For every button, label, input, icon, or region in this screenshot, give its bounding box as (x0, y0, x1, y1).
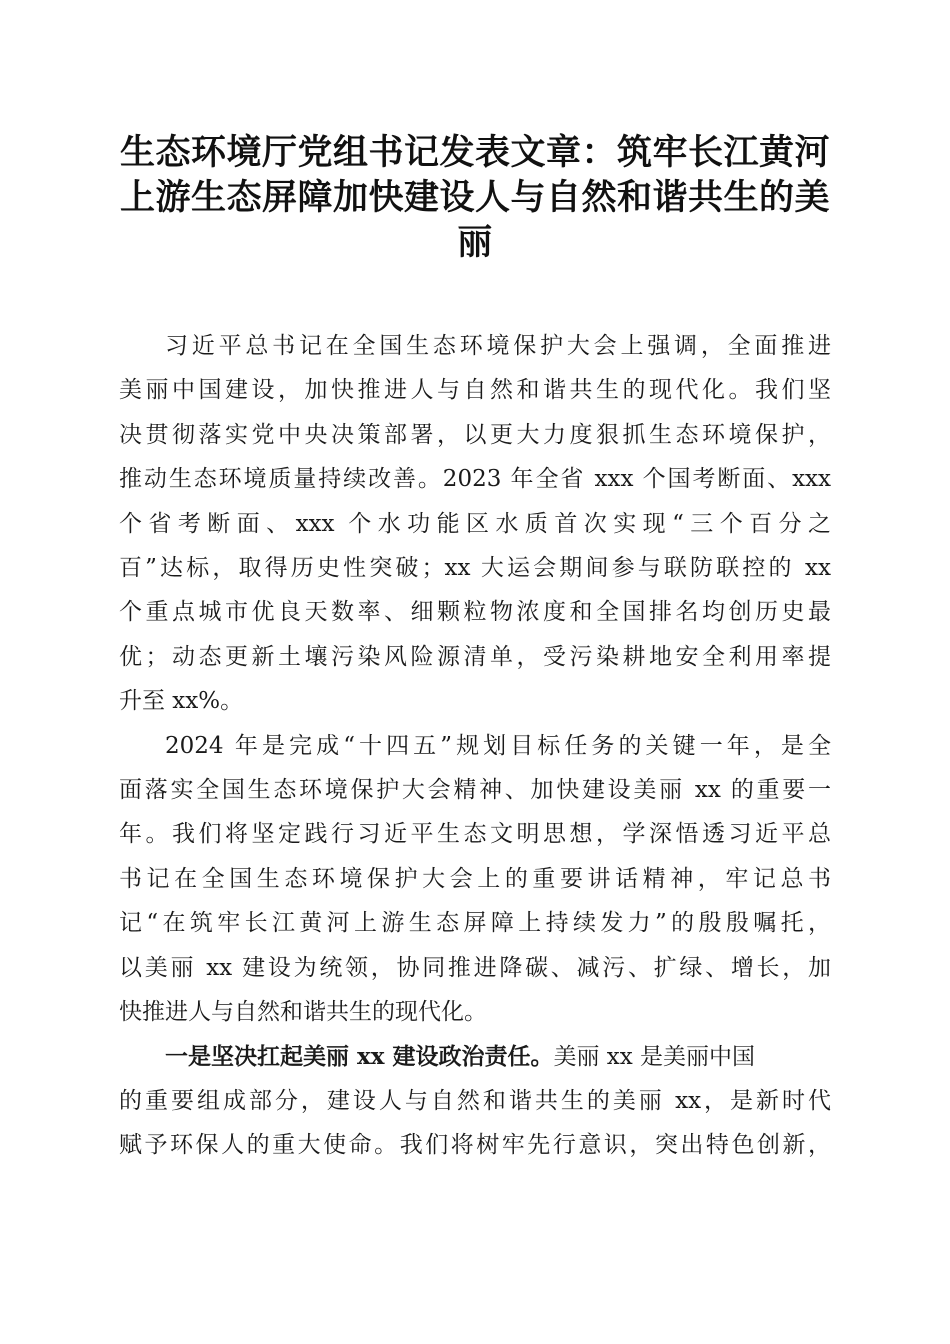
body-line: 2024 年是完成“十四五”规划目标任务的关键一年，是全 (165, 732, 831, 759)
body-line: 美丽中国建设，加快推进人与自然和谐共生的现代化。我们坚 (119, 377, 831, 404)
body-line: 赋予环保人的重大使命。我们将树牢先行意识，突出特色创新， (119, 1132, 831, 1159)
body-line (119, 1035, 831, 1079)
section-lead: 一是坚决扛起美丽 xx 建设政治责任。 (165, 1042, 554, 1070)
body-line: 快推进人与自然和谐共生的现代化。 (119, 999, 487, 1026)
section-text: 美丽 xx 是美丽中国 (553, 1043, 756, 1070)
article-body (119, 324, 831, 1168)
body-line: 推动生态环境质量持续改善。2023 年全省 xxx 个国考断面、xxx (119, 466, 831, 493)
body-line: 升至 xx%。 (119, 688, 244, 715)
body-line: 百”达标，取得历史性突破；xx 大运会期间参与联防联控的 xx (119, 555, 831, 582)
body-line: 记“在筑牢长江黄河上游生态屏障上持续发力”的殷殷嘱托， (119, 910, 831, 937)
body-line: 决贯彻落实党中央决策部署，以更大力度狠抓生态环境保护， (119, 421, 831, 448)
body-line: 书记在全国生态环境保护大会上的重要讲话精神，牢记总书 (119, 865, 831, 892)
body-line: 优；动态更新土壤污染风险源清单，受污染耕地安全利用率提 (119, 643, 831, 670)
article-title (110, 130, 840, 265)
paragraph-1 (119, 324, 831, 724)
paragraph-2 (119, 724, 831, 1035)
body-line: 以美丽 xx 建设为统领，协同推进降碳、减污、扩绿、增长，加 (119, 954, 831, 981)
body-line: 的重要组成部分，建设人与自然和谐共生的美丽 xx，是新时代 (119, 1087, 831, 1114)
body-line: 个省考断面、xxx 个水功能区水质首次实现“三个百分之 (119, 510, 831, 537)
body-line: 个重点城市优良天数率、细颗粒物浓度和全国排名均创历史最 (119, 599, 831, 626)
body-line: 面落实全国生态环境保护大会精神、加快建设美丽 xx 的重要一 (119, 777, 831, 804)
title-line: 生态环境厅党组书记发表文章：筑牢长江黄河 (119, 132, 830, 173)
title-line: 丽 (457, 222, 493, 263)
body-line: 习近平总书记在全国生态环境保护大会上强调，全面推进 (165, 333, 831, 359)
body-line: 年。我们将坚定践行习近平生态文明思想，学深悟透习近平总 (119, 821, 831, 848)
paragraph-3 (119, 1035, 831, 1168)
title-line: 上游生态屏障加快建设人与自然和谐共生的美 (119, 177, 830, 218)
